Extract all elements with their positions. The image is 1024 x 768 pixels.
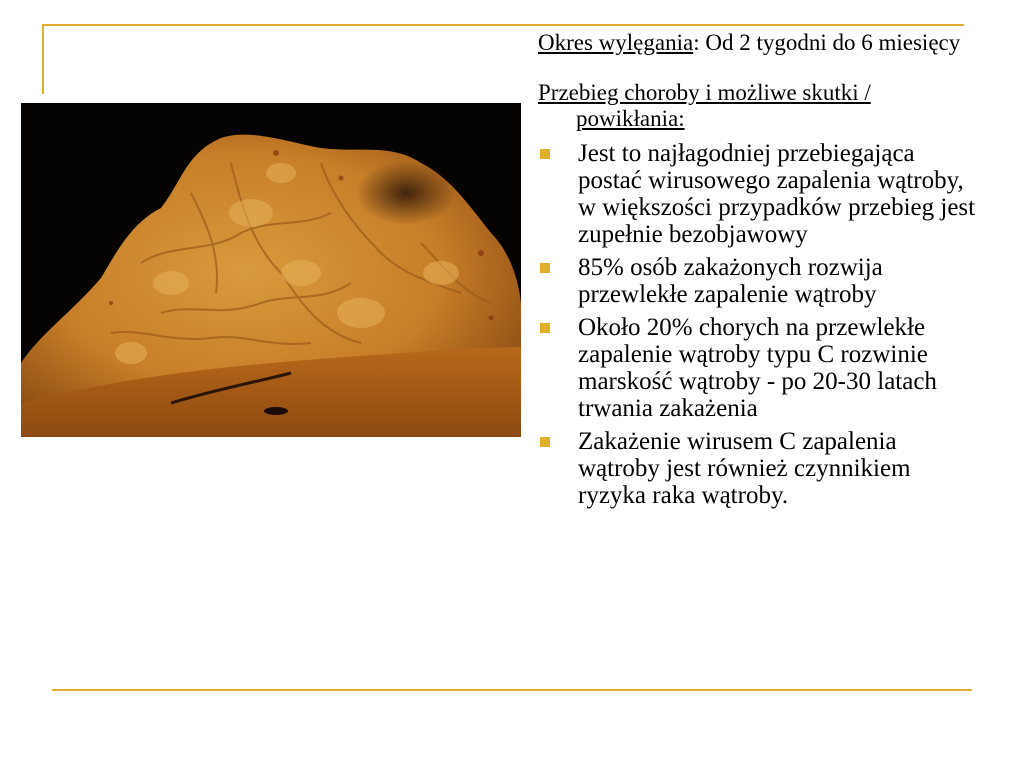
incubation-value: : Od 2 tygodni do 6 miesięcy [693,30,961,55]
list-item [538,314,978,422]
list-item [538,140,978,248]
square-bullet-icon [540,263,550,273]
frame-bottom-line [52,689,972,691]
incubation-line [538,30,978,56]
list-item [538,428,978,509]
list-item-text: 85% osób zakażonych rozwija przewlekłe zapalenie wątroby [578,254,883,308]
square-bullet-icon [540,149,550,159]
course-heading: Przebieg choroby i możliwe skutki / powikłania: [538,80,871,131]
list-item-text: Zakażenie wirusem C zapalenia wątroby jest również czynnikiem ryzyka raka wątroby. [578,428,911,509]
list-item [538,254,978,308]
bullet-list [538,140,978,509]
incubation-label: Okres wylęgania [538,30,694,55]
liver-specimen-photo [21,103,521,437]
text-column [538,30,978,515]
frame-top-line [42,24,964,26]
list-item-text: Około 20% chorych na przewlekłe zapalenie wątroby typu C rozwinie marskość wątroby - po 20-30 latach trwania zakażenia [578,314,937,422]
square-bullet-icon [540,323,550,333]
frame-left-line [42,24,44,94]
list-item-text: Jest to najłagodniej przebiegająca postać wirusowego zapalenia wątroby, w większości przypadków przebieg jest zupełnie bezobjawowy [578,140,976,248]
square-bullet-icon [540,437,550,447]
